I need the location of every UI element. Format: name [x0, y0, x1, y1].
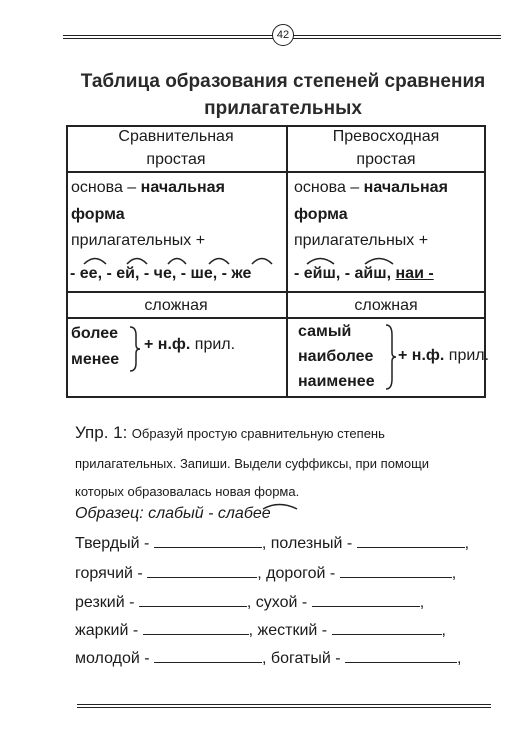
exercise-task-line-1: [75, 423, 385, 443]
comparative-brace: [128, 325, 142, 373]
exercise-row-4: [75, 620, 446, 640]
word-zharkii: жаркий -: [75, 622, 139, 639]
answer-blank-10[interactable]: [345, 648, 457, 663]
answer-blank-6[interactable]: [312, 592, 420, 607]
superlative-brace: [384, 323, 398, 391]
exercise-task-line-2: прилагательных. Запиши. Выдели суффиксы, при помощи: [75, 456, 430, 471]
comma: ,: [248, 622, 254, 639]
superlative-complex-label: сложная: [354, 297, 418, 314]
comma: ,: [441, 622, 446, 639]
table-border-top: [66, 125, 486, 127]
comma: ,: [419, 594, 425, 611]
word-naibolee: наиболее: [298, 348, 374, 365]
word-sukhoi: сухой -: [255, 594, 308, 611]
arc-aish: [365, 259, 393, 265]
exercise-row-3: [75, 592, 424, 612]
comparative-simple-label: простая: [146, 151, 206, 168]
arc-eish: [307, 259, 334, 265]
word-molodoi: молодой -: [75, 650, 150, 667]
comma: ,: [464, 535, 470, 552]
answer-blank-3[interactable]: [147, 563, 257, 578]
answer-blank-4[interactable]: [340, 563, 452, 578]
word-dorogoi: дорогой -: [266, 565, 336, 582]
arc-zhe: [252, 259, 272, 265]
comparative-complex-label: сложная: [144, 297, 208, 314]
answer-blank-9[interactable]: [154, 648, 262, 663]
suffix-ei: - ей,: [106, 265, 140, 282]
exercise-task-line-3: которых образовалась новая форма.: [75, 484, 300, 499]
answer-blank-2[interactable]: [357, 533, 465, 548]
tail-pril-2: прил.: [448, 347, 490, 364]
comparative-rule-text: основа –: [71, 179, 137, 196]
suffix-che: - че,: [143, 265, 177, 282]
suffix-she: - ше,: [180, 265, 218, 282]
comma: ,: [262, 650, 267, 667]
exercise-row-2: [75, 563, 456, 583]
superlative-suffixes: [294, 265, 434, 283]
page-title: [60, 68, 506, 122]
word-samyi: самый: [298, 323, 352, 340]
comparative-rule-line-2: форма: [71, 206, 125, 223]
arc-ei: [127, 259, 147, 265]
task-text-1: Образуй простую сравнительную степень: [131, 426, 385, 441]
answer-blank-5[interactable]: [139, 592, 247, 607]
suffix-zhe: - же: [221, 265, 252, 282]
word-rezkii: резкий -: [75, 594, 135, 611]
exercise-sample: Образец: слабый - слабее: [75, 505, 271, 522]
header-superlative: Превосходная: [332, 128, 440, 145]
suffix-ee: - ее,: [70, 265, 103, 282]
answer-blank-8[interactable]: [332, 620, 442, 635]
page-number: 42: [272, 24, 294, 46]
sample-suffix-arc: [255, 500, 305, 510]
footer-rule: [77, 704, 491, 708]
word-tverdyi: Твердый -: [75, 535, 150, 552]
prefix-nai: наи -: [395, 265, 434, 282]
word-menee: менее: [71, 351, 120, 368]
row-rule-1: [66, 171, 486, 173]
arc-she: [209, 259, 229, 265]
word-bogatyi: богатый -: [270, 650, 341, 667]
word-bolee: более: [71, 325, 119, 342]
suffix-eish: - ейш,: [294, 265, 341, 282]
row-rule-2: [66, 291, 486, 293]
superlative-rule-line-1: [294, 175, 448, 201]
comma: ,: [257, 565, 262, 582]
table-border-bottom: [66, 396, 486, 398]
title-line-1: Таблица образования степеней сравнения: [80, 71, 486, 92]
superlative-rule-text: основа –: [294, 179, 360, 196]
comparative-rule-bold: начальная: [140, 179, 225, 196]
arc-ee: [84, 259, 106, 265]
exercise-row-5: [75, 648, 461, 668]
suffix-aish: - айш,: [344, 265, 392, 282]
word-zhestkii: жесткий -: [257, 622, 328, 639]
exercise-label: Упр. 1:: [75, 423, 128, 442]
comparative-suffixes: [70, 265, 251, 283]
exercise-row-1: [75, 533, 469, 553]
row-rule-3: [66, 317, 486, 319]
word-goryachii: горячий -: [75, 565, 143, 582]
word-naimenee: наименее: [298, 373, 375, 390]
arc-che: [168, 259, 186, 265]
page-header: [63, 24, 501, 44]
comma: ,: [457, 650, 462, 667]
comma: ,: [261, 535, 267, 552]
tail-bold-nf: + н.ф.: [144, 336, 191, 353]
comma: ,: [451, 565, 457, 582]
superlative-simple-label: простая: [356, 151, 416, 168]
comma: ,: [246, 594, 252, 611]
comparative-rule-line-3: прилагательных +: [71, 232, 206, 249]
title-line-2: прилагательных: [204, 98, 362, 119]
comparative-rule-line-1: [71, 175, 225, 201]
comparison-table: [66, 125, 490, 396]
superlative-rule-line-2: форма: [294, 206, 348, 223]
superlative-complex-tail: [398, 347, 489, 365]
tail-pril: прил.: [194, 336, 236, 353]
comparative-complex-tail: [144, 336, 235, 354]
suffix-arcs: [66, 251, 486, 267]
answer-blank-1[interactable]: [154, 533, 262, 548]
word-poleznyi: полезный -: [270, 535, 353, 552]
superlative-rule-line-3: прилагательных +: [294, 232, 429, 249]
answer-blank-7[interactable]: [143, 620, 249, 635]
tail-bold-nf-2: + н.ф.: [398, 347, 445, 364]
header-comparative: Сравнительная: [118, 128, 234, 145]
superlative-rule-bold: начальная: [363, 179, 448, 196]
